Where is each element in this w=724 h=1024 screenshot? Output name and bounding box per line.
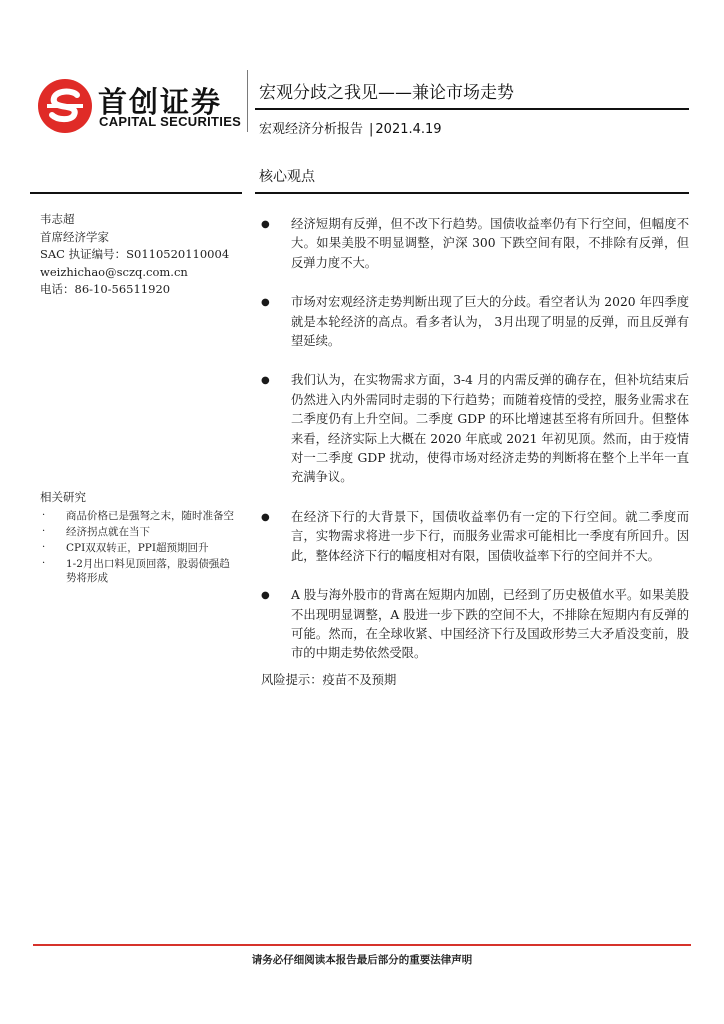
related-item[interactable]: · 1-2月出口料见顶回落，股弱债强趋势将形成	[42, 558, 230, 584]
bullet-icon: ●	[261, 590, 270, 602]
analyst-license: SAC 执证编号：S0110520110004	[40, 247, 230, 261]
report-subtitle	[259, 118, 442, 137]
key-point: ● A 股与海外股市的背离在短期内加剧，已经到了历史极值水平。如果美股不出现明显调整，A 股进一步下跌的空间不大，不排除在短期内有反弹的可能。然而，在全球收紧、中国经济下行及国政形势三大矛盾没变前，股市的中期走势依然受限。	[261, 588, 689, 661]
report-category: 宏观经济分析报告	[259, 122, 364, 137]
related-item[interactable]: · 经济拐点就在当下	[42, 526, 150, 538]
right-column-rule	[255, 192, 689, 194]
related-research	[40, 489, 240, 587]
key-point: ● 在经济下行的大背景下，国债收益率仍有一定的下行空间。就二季度而言，实物需求将进一步下行，而服务业需求可能相比一季度有所回升。因此，整体经济下行的幅度相对有限，国债收益率下行的空间并不大。	[261, 509, 689, 563]
footer-disclaimer: 请务必仔细阅读本报告最后部分的重要法律声明	[251, 954, 473, 966]
bullet-icon: ·	[42, 542, 46, 553]
key-point: ● 市场对宏观经济走势判断出现了巨大的分歧。看空者认为 2020 年四季度就是本轮经济的高点。看多者认为， 3月出现了明显的反弹，而且反弹有望延续。	[261, 295, 689, 349]
logo-icon	[37, 78, 93, 134]
bullet-icon: ·	[42, 526, 46, 537]
report-separator: |	[369, 122, 374, 137]
brand-name-cn: 首创证券	[98, 85, 223, 119]
bullet-icon: ·	[42, 510, 46, 521]
bullet-icon: ·	[42, 558, 46, 569]
title-rule	[255, 108, 689, 110]
report-date: 2021.4.19	[375, 122, 442, 137]
bullet-icon: ●	[261, 511, 270, 523]
report-title: 宏观分歧之我见——兼论市场走势	[259, 83, 514, 103]
related-item[interactable]: · CPI双双转正，PPI超预期回升	[42, 542, 209, 554]
analyst-role: 首席经济学家	[40, 229, 109, 244]
brand-name-en: CAPITAL SECURITIES	[99, 114, 242, 129]
logo-divider	[247, 70, 248, 132]
left-column-rule	[30, 192, 242, 194]
analyst-name: 韦志超	[40, 212, 75, 226]
bullet-icon: ●	[261, 375, 270, 387]
key-points	[261, 215, 689, 684]
section-title: 核心观点	[259, 169, 315, 185]
analyst-info	[40, 211, 245, 299]
analyst-phone: 电话：86-10-56511920	[40, 282, 171, 296]
related-research-heading: 相关研究	[40, 490, 86, 504]
footer-rule	[33, 944, 691, 946]
bullet-icon: ●	[261, 297, 270, 309]
related-item[interactable]: · 商品价格已是强弩之末，随时准备空	[42, 510, 234, 522]
risk-note: 风险提示：疫苗不及预期	[261, 673, 397, 687]
key-point: ● 我们认为，在实物需求方面，3-4 月的内需反弹的确存在，但补坑结束后仍然进入内外需同时走弱的下行趋势；而随着疫情的受控，服务业需求在二季度仍有上升空间。二季度 GDP 的环比增速甚至将有所回升。但整体来看，经济实际上大概在 2020 年底或 2021 年初见顶。然而，由于疫情对一二季度 GDP 扰动，使得市场对经济走势的判断将在整个上半年一直充满争议。	[261, 373, 689, 485]
bullet-icon: ●	[261, 219, 270, 230]
analyst-email[interactable]: weizhichao@sczq.com.cn	[40, 264, 188, 279]
key-point: ● 经济短期有反弹，但不改下行趋势。国债收益率仍有下行空间，但幅度不大。如果美股不明显调整，沪深 300 下跌空间有限，不排除有反弹，但反弹力度不大。	[261, 217, 689, 270]
